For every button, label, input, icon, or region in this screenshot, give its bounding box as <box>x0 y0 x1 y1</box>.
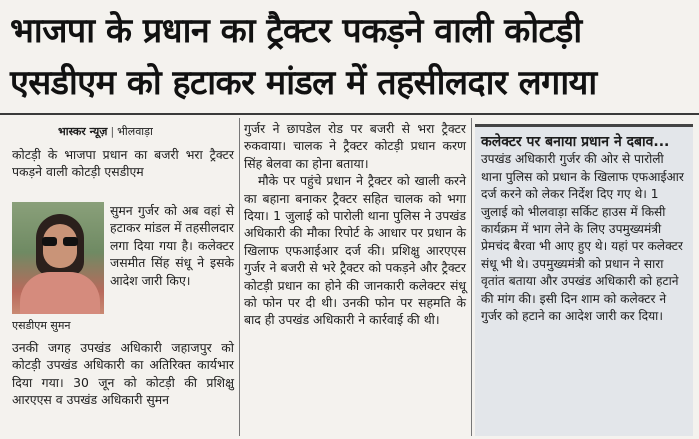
byline-separator: | <box>110 125 115 138</box>
sidebar-title: कलेक्टर पर बनाया प्रधान ने दबाव... <box>481 134 670 150</box>
headline-line-2: एसडीएम को हटाकर मांडल में तहसीलदार लगाया <box>10 63 597 103</box>
column-2-para-1: गुर्जर ने छापडेल रोड पर बजरी से भरा ट्रैक्टर रुकवाया। चालक ने ट्रैक्टर कोटड़ी प्रधान करण सिंह बेलवा का होना बताया। <box>244 121 466 171</box>
column-1-intro <box>12 146 234 181</box>
sidebar-box <box>475 124 693 436</box>
column-1-beside-photo <box>110 202 234 289</box>
headline-line-1: भाजपा के प्रधान का ट्रैक्टर पकड़ने वाली कोटड़ी <box>10 11 582 51</box>
column-1-beside-photo-text: सुमन गुर्जर को अब वहां से हटाकर मांडल में तहसीलदार लगा दिया गया है। कलेक्टर जसमीत सिंह संधू ने इसके आदेश जारी किए। <box>110 203 234 288</box>
column-divider <box>239 118 240 436</box>
column-1-continued-text: उनकी जगह उपखंड अधिकारी जहाजपुर को कोटड़ी उपखंड अधिकारी का अतिरिक्त कार्यभार दिया गया। 30 जून को कोटड़ी की प्रशिक्षु आरएएस व उपखंड अधिकारी सुमन <box>12 340 234 408</box>
byline-source: भास्कर न्यूज़ <box>58 125 108 138</box>
column-1-continued <box>12 339 234 409</box>
column-1-intro-text: कोटड़ी के भाजपा प्रधान का बजरी भरा ट्रैक्टर पकड़ने वाली कोटड़ी एसडीएम <box>12 147 234 180</box>
sdm-photo <box>12 202 104 334</box>
column-2 <box>244 120 466 329</box>
sunglasses-icon <box>42 237 78 246</box>
column-2-para-2: मौके पर पहुंचे प्रधान ने ट्रैक्टर को खाली करने का बहाना बनाकर ट्रैक्टर सहित चालक को भगा दिया। 1 जुलाई को पारोली थाना पुलिस ने उपखंड अधिकारी की मौका रिपोर्ट के आधार पर प्रधान के खिलाफ एफआईआर दर्ज की। प्रशिक्षु आरएएस गुर्जर ने बजरी से भरे ट्रैक्टर को पकड़ने और ट्रैक्टर कोटड़ी प्रधान का होने की जानकारी कलेक्टर संधू को फोन पर दी थी। उनकी फोन पर सहमति के बाद ही उपखंड अधिकारी ने कार्रवाई की थी। <box>244 173 466 328</box>
headline-rule <box>0 113 699 115</box>
sdm-portrait-image <box>12 202 104 314</box>
byline <box>58 124 153 139</box>
headline <box>10 6 690 110</box>
column-divider <box>471 118 472 436</box>
sidebar-body: उपखंड अधिकारी गुर्जर की ओर से पारोली थाना पुलिस को प्रधान के खिलाफ एफआईआर दर्ज करने को लेकर निर्देश दिए गए थे। 1 जुलाई को भीलवाड़ा सर्किट हाउस में किसी कार्यक्रम में भाग लेने के लिए उपमुख्यमंत्री प्रेमचंद बैरवा भी आए हुए थे। यहां पर कलेक्टर संधू भी थे। उपमुख्यमंत्री को प्रधान ने सारा वृतांत बताया और उपखंड अधिकारी को हटाने की मांग की। इसी दिन शाम को कलेक्टर ने गुर्जर को हटाने का आदेश जारी कर दिया। <box>481 152 684 324</box>
byline-place: भीलवाड़ा <box>117 125 153 138</box>
photo-caption: एसडीएम सुमन <box>12 319 71 332</box>
